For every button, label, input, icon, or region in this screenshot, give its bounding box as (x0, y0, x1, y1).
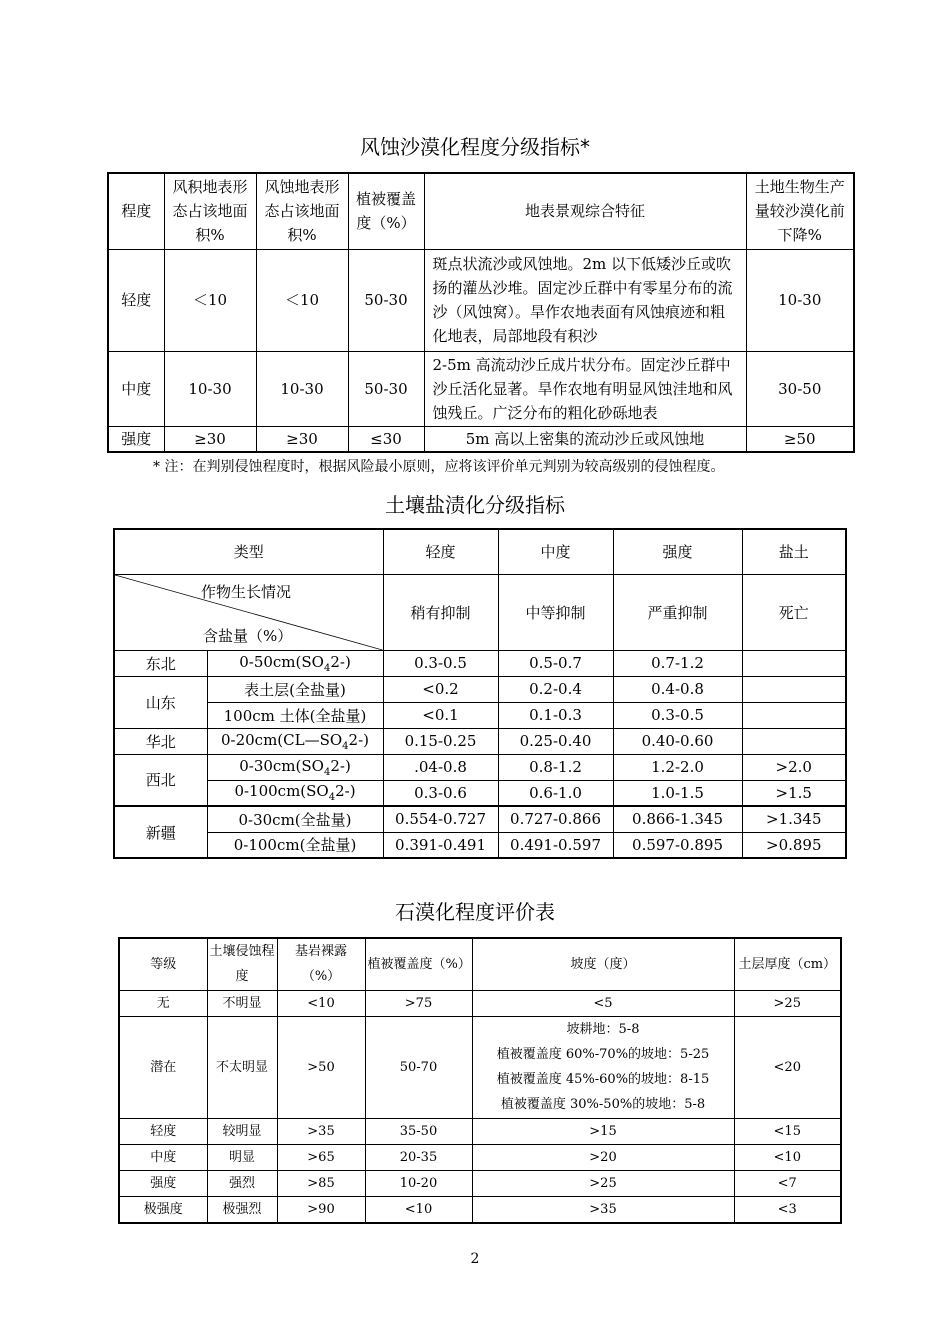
value-cell: 20-35 (365, 1144, 472, 1170)
table-header-row (114, 529, 846, 574)
table-row (114, 676, 846, 702)
value-cell: 35-50 (365, 1118, 472, 1144)
value-cell: 10-20 (365, 1170, 472, 1196)
value-cell: <0.1 (383, 702, 498, 728)
table-row (119, 1144, 841, 1170)
table-header-row (108, 173, 854, 249)
layer-cell: $0-20cm(CL—SO_42-)$ (207, 728, 383, 754)
slope-line: 植被覆盖度 45%-60%的坡地：8-15 (496, 1072, 710, 1087)
value-cell: ≤30 (348, 426, 424, 452)
region-cell: 西北 (114, 754, 207, 806)
header-cell: 中度 (498, 529, 613, 574)
value-cell: 30-50 (746, 351, 854, 426)
table2-title: 土壤盐渍化分级指标 (385, 493, 565, 517)
value-cell: <10 (277, 990, 365, 1016)
value-cell (742, 702, 846, 728)
table-row (114, 702, 846, 728)
region-cell: 东北 (114, 650, 207, 676)
header-cell: 程度 (108, 173, 164, 249)
value-cell: 50-30 (348, 249, 424, 351)
value-cell: >1.5 (742, 780, 846, 806)
value-cell: 0.4-0.8 (613, 676, 742, 702)
value-cell: <5 (472, 990, 734, 1016)
value-cell: >1.345 (742, 806, 846, 832)
rocky-desertification-table (118, 937, 842, 1224)
value-cell: 0.866-1.345 (613, 806, 742, 832)
degree-cell: 轻度 (108, 249, 164, 351)
table1-title: 风蚀沙漠化程度分级指标* (360, 135, 590, 159)
table-row (114, 780, 846, 806)
value-cell: 0.491-0.597 (498, 832, 613, 858)
value-cell: >75 (365, 990, 472, 1016)
value-cell: >25 (734, 990, 841, 1016)
value-cell: 0.15-0.25 (383, 728, 498, 754)
table-header-row (114, 574, 846, 650)
value-cell: 不明显 (207, 990, 277, 1016)
header-cell: 中等抑制 (498, 574, 613, 650)
header-cell: 风积地表形态占该地面积% (164, 173, 256, 249)
feature-cell: 5m 高以上密集的流动沙丘或风蚀地 (424, 426, 746, 452)
grade-cell: 强度 (119, 1170, 207, 1196)
table-row (114, 754, 846, 780)
value-cell (742, 728, 846, 754)
value-cell: >35 (472, 1196, 734, 1223)
value-cell: 0.7-1.2 (613, 650, 742, 676)
layer-cell: $0-30cm(SO_42-)$ (207, 754, 383, 780)
value-cell: 0.6-1.0 (498, 780, 613, 806)
value-cell: 0.40-0.60 (613, 728, 742, 754)
value-cell: 明显 (207, 1144, 277, 1170)
header-cell: 轻度 (383, 529, 498, 574)
value-cell: 0.1-0.3 (498, 702, 613, 728)
region-cell: 新疆 (114, 806, 207, 858)
value-cell: <10 (365, 1196, 472, 1223)
value-cell: 10-30 (746, 249, 854, 351)
wind-erosion-table (107, 172, 855, 453)
value-cell: 10-30 (164, 351, 256, 426)
diagonal-header-cell (114, 574, 383, 650)
feature-cell: 2-5m 高流动沙丘成片状分布。固定沙丘群中沙丘活化显著。旱作农地有明显风蚀洼地和风蚀残丘。广泛分布的粗化砂砾地表 (424, 351, 746, 426)
table3-title: 石漠化程度评价表 (395, 900, 555, 924)
value-cell: 1.2-2.0 (613, 754, 742, 780)
value-cell: >50 (277, 1016, 365, 1118)
header-cell: 坡度（度） (472, 938, 734, 990)
value-cell: 0.727-0.866 (498, 806, 613, 832)
layer-cell: 0-100cm(全盐量) (207, 832, 383, 858)
value-cell: 0.25-0.40 (498, 728, 613, 754)
grade-cell: 中度 (119, 1144, 207, 1170)
table-row (114, 650, 846, 676)
table-header-row (119, 938, 841, 990)
salinization-table (113, 528, 847, 859)
region-cell: 山东 (114, 676, 207, 728)
value-cell: 10-30 (256, 351, 348, 426)
table-row (119, 1016, 841, 1118)
table-row (114, 806, 846, 832)
grade-cell: 潜在 (119, 1016, 207, 1118)
value-cell: 1.0-1.5 (613, 780, 742, 806)
value-cell: 0.391-0.491 (383, 832, 498, 858)
value-cell: 极强烈 (207, 1196, 277, 1223)
value-cell: >2.0 (742, 754, 846, 780)
value-cell: 不太明显 (207, 1016, 277, 1118)
header-cell: 强度 (613, 529, 742, 574)
table-row (114, 728, 846, 754)
degree-cell: 中度 (108, 351, 164, 426)
header-cell: 地表景观综合特征 (424, 173, 746, 249)
value-cell: >85 (277, 1170, 365, 1196)
value-cell: 0.5-0.7 (498, 650, 613, 676)
region-cell: 华北 (114, 728, 207, 754)
header-cell: 土壤侵蚀程度 (207, 938, 277, 990)
layer-cell: $0-50cm(SO_42-)$ (207, 650, 383, 676)
table-row (119, 1170, 841, 1196)
value-cell: 0.8-1.2 (498, 754, 613, 780)
header-cell: 严重抑制 (613, 574, 742, 650)
value-cell: 0.597-0.895 (613, 832, 742, 858)
diag-top-label: 作物生长情况 (201, 582, 292, 601)
value-cell: 0.3-0.5 (613, 702, 742, 728)
value-cell: 50-30 (348, 351, 424, 426)
header-cell: 盐土 (742, 529, 846, 574)
table1-note: * 注：在判别侵蚀程度时，根据风险最小原则，应将该评价单元判别为较高级别的侵蚀程度。 (153, 459, 725, 475)
value-cell: 0.3-0.6 (383, 780, 498, 806)
header-cell: 类型 (114, 529, 383, 574)
layer-cell: 0-30cm(全盐量) (207, 806, 383, 832)
value-cell: <15 (734, 1118, 841, 1144)
value-cell (742, 650, 846, 676)
value-cell: >0.895 (742, 832, 846, 858)
table-row (108, 426, 854, 452)
value-cell: ≥30 (256, 426, 348, 452)
table-row (108, 351, 854, 426)
value-cell: <0.2 (383, 676, 498, 702)
header-cell: 土地生物生产量较沙漠化前下降% (746, 173, 854, 249)
value-cell: 强烈 (207, 1170, 277, 1196)
grade-cell: 无 (119, 990, 207, 1016)
value-cell: 0.3-0.5 (383, 650, 498, 676)
layer-cell: 100cm 土体(全盐量) (207, 702, 383, 728)
table-row (119, 1196, 841, 1223)
table-row (108, 249, 854, 351)
slope-line: 植被覆盖度 30%-50%的坡地：5-8 (500, 1097, 706, 1112)
value-cell: 50-70 (365, 1016, 472, 1118)
feature-cell: 斑点状流沙或风蚀地。2m 以下低矮沙丘或吹扬的灌丛沙堆。固定沙丘群中有零星分布的流沙（风蚀窝）。旱作农地表面有风蚀痕迹和粗化地表，局部地段有积沙 (424, 249, 746, 351)
value-cell: >65 (277, 1144, 365, 1170)
layer-cell: $0-100cm(SO_42-)$ (207, 780, 383, 806)
value-cell: ＜10 (164, 249, 256, 351)
value-cell: .04-0.8 (383, 754, 498, 780)
table-row (119, 1118, 841, 1144)
value-cell: >25 (472, 1170, 734, 1196)
value-cell: <7 (734, 1170, 841, 1196)
value-cell: <10 (734, 1144, 841, 1170)
value-cell: 0.2-0.4 (498, 676, 613, 702)
value-cell: ≥30 (164, 426, 256, 452)
table-row (119, 990, 841, 1016)
value-cell: >20 (472, 1144, 734, 1170)
layer-cell: 表土层(全盐量) (207, 676, 383, 702)
grade-cell: 轻度 (119, 1118, 207, 1144)
header-cell: 等级 (119, 938, 207, 990)
page-number: 2 (470, 1251, 480, 1267)
degree-cell: 强度 (108, 426, 164, 452)
value-cell: >35 (277, 1118, 365, 1144)
value-cell: ＜10 (256, 249, 348, 351)
value-cell: <3 (734, 1196, 841, 1223)
header-cell: 稍有抑制 (383, 574, 498, 650)
diag-bottom-label: 含盐量（%） (203, 626, 293, 645)
header-cell: 死亡 (742, 574, 846, 650)
value-cell: >15 (472, 1118, 734, 1144)
value-cell: >90 (277, 1196, 365, 1223)
slope-line: 植被覆盖度 60%-70%的坡地：5-25 (496, 1047, 710, 1062)
value-cell: <20 (734, 1016, 841, 1118)
value-cell: 0.554-0.727 (383, 806, 498, 832)
slope-line: 坡耕地：5-8 (566, 1022, 640, 1037)
header-cell: 风蚀地表形态占该地面积% (256, 173, 348, 249)
value-cell: 较明显 (207, 1118, 277, 1144)
value-cell: ≥50 (746, 426, 854, 452)
header-cell: 植被覆盖度（%） (348, 173, 424, 249)
slope-cell (472, 1016, 734, 1118)
header-cell: 植被覆盖度（%） (365, 938, 472, 990)
header-cell: 基岩裸露（%） (277, 938, 365, 990)
header-cell: 土层厚度（cm） (734, 938, 841, 990)
grade-cell: 极强度 (119, 1196, 207, 1223)
table-row (114, 832, 846, 858)
value-cell (742, 676, 846, 702)
